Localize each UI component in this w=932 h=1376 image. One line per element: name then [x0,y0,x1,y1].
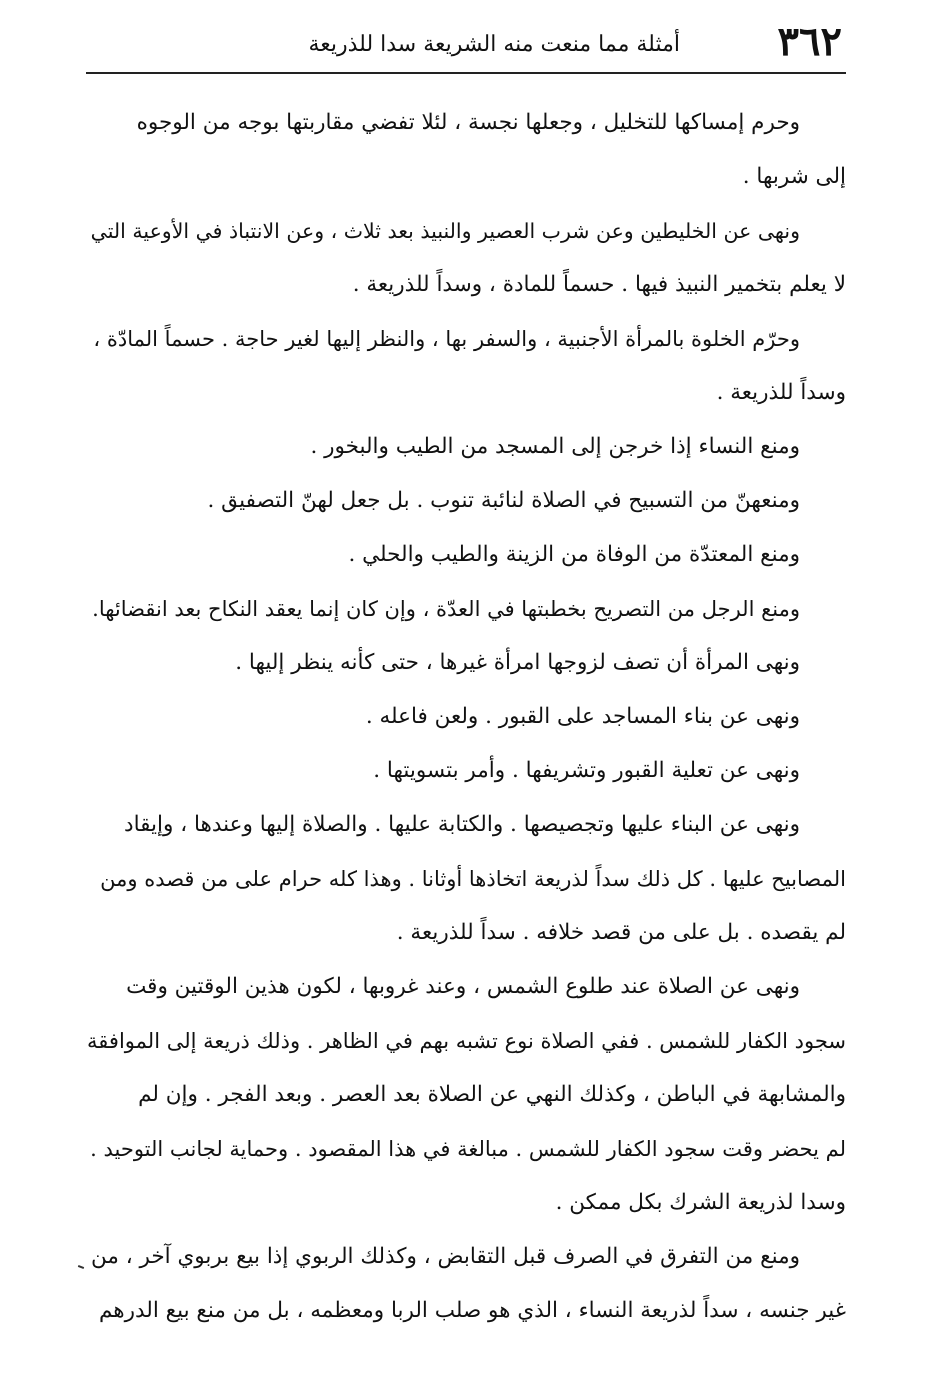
text-line: ومنع النساء إذا خرجن إلى المسجد من الطيب والبخور . [310,434,800,459]
text-line: لا يعلم بتخمير النبيذ فيها . حسماً للمادة ، وسداً للذريعة . [352,272,846,297]
text-line: لم يقصده . بل على من قصد خلافه . سداً للذريعة . [396,920,846,945]
text-line: وسداً للذريعة . [716,380,846,405]
paragraph [86,1230,846,1338]
page-header [86,18,846,68]
text-line: وسدا لذريعة الشرك بكل ممكن . [555,1190,846,1215]
running-title: أمثلة مما منعت منه الشريعة سدا للذريعة [308,32,680,57]
paragraph [86,798,846,960]
paragraph [86,960,846,1230]
text-line: وحرّم الخلوة بالمرأة الأجنبية ، والسفر بها ، والنظر إليها لغير حاجة . حسماً المادّة ، [93,327,800,351]
paragraph [86,312,846,420]
text-line: غير جنسه ، سداً لذريعة النساء ، الذي هو صلب الربا ومعظمه ، بل من منع بيع الدرهم [98,1298,846,1323]
text-line: ومنع الرجل من التصريح بخطبتها في العدّة ، وإن كان إنما يعقد النكاح بعد انقضائها. [92,597,800,621]
header-divider [86,72,846,74]
text-line: سجود الكفار للشمس . ففي الصلاة نوع تشبه بهم في الظاهر . وذلك ذريعة إلى الموافقة [87,1029,846,1053]
page-number: ٣٦٢ [777,18,842,65]
text-line: ونهى عن بناء المساجد على القبور . ولعن فاعله . [365,704,800,729]
text-line: ومنعهنّ من التسبيح في الصلاة لنائبة تنوب . بل جعل لهنّ التصفيق . [207,488,800,513]
text-line: ونهى المرأة أن تصف لزوجها امرأة غيرها ، حتى كأنه ينظر إليها . [235,650,800,675]
paragraph [86,582,846,636]
paragraph [86,474,846,528]
text-line: لم يحضر وقت سجود الكفار للشمس . مبالغة في هذا المقصود . وحماية لجانب التوحيد . [90,1137,846,1161]
paragraph [86,96,846,204]
paragraph [86,420,846,474]
paragraph [86,690,846,744]
paragraph [86,744,846,798]
stray-ink-mark [78,1265,84,1269]
text-line: وحرم إمساكها للتخليل ، وجعلها نجسة ، لئلا تفضي مقاربتها بوجه من الوجوه [136,110,800,135]
text-line: إلى شربها . [742,164,846,189]
text-line: ونهى عن الخليطين وعن شرب العصير والنبيذ بعد ثلاث ، وعن الانتباذ في الأوعية التي [90,219,800,243]
text-line: ومنع المعتدّة من الوفاة من الزينة والطيب والحلي . [348,542,800,567]
text-line: ومنع من التفرق في الصرف قبل التقابض ، وكذلك الربوي إذا بيع بربوي آخر ، من [91,1244,800,1269]
text-line: والمشابهة في الباطن ، وكذلك النهي عن الصلاة بعد العصر . وبعد الفجر . وإن لم [138,1082,846,1107]
paragraph [86,636,846,690]
text-line: ونهى عن البناء عليها وتجصيصها . والكتابة عليها . والصلاة إليها وعندها ، وإيقاد [124,812,800,837]
text-line: المصابيح عليها . كل ذلك سداً لذريعة اتخاذها أوثانا . وهذا كله حرام على من قصده ومن [100,867,846,891]
paragraph [86,528,846,582]
body-text [86,96,846,1338]
text-line: ونهى عن تعلية القبور وتشريفها . وأمر بتسويتها . [373,758,800,783]
paragraph [86,204,846,312]
text-line: ونهى عن الصلاة عند طلوع الشمس ، وعند غروبها ، لكون هذين الوقتين وقت [126,974,800,999]
